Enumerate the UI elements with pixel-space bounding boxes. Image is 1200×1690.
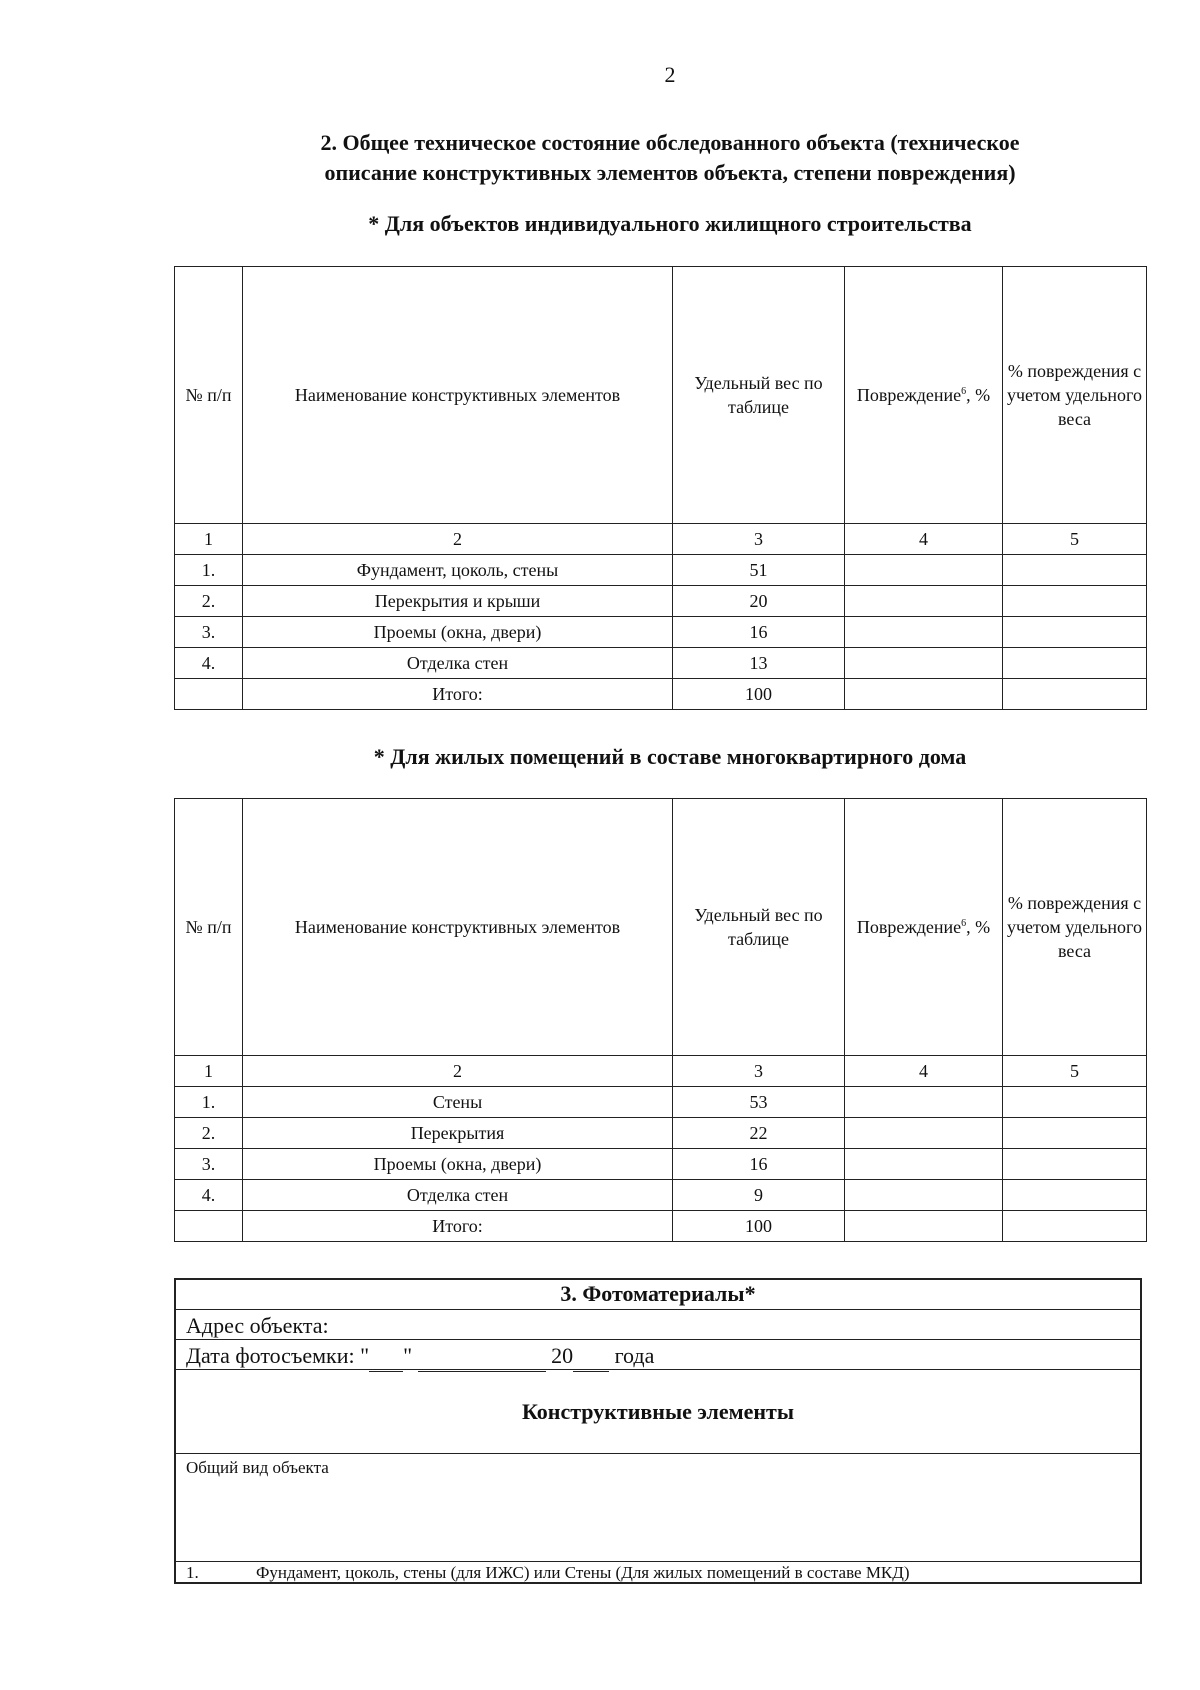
- colnum-cell: 1: [175, 1056, 243, 1087]
- header-weight: Удельный вес по таблице: [673, 267, 845, 524]
- row-num: 3.: [175, 617, 243, 648]
- section-2-title-line-2: описание конструктивных элементов объекта, степени повреждения): [324, 160, 1016, 185]
- row-name: Перекрытия: [243, 1118, 673, 1149]
- table-row: [175, 1118, 1147, 1149]
- year-blank[interactable]: [573, 1349, 609, 1372]
- total-row: [175, 679, 1147, 710]
- header-name: Наименование конструктивных элементов: [243, 799, 673, 1056]
- row-damage-input[interactable]: [845, 1180, 1003, 1211]
- row-weight: 16: [673, 617, 845, 648]
- row-weight: 51: [673, 555, 845, 586]
- row-damage-input[interactable]: [845, 617, 1003, 648]
- row-weighted-input[interactable]: [1003, 1087, 1147, 1118]
- row-num: 2.: [175, 586, 243, 617]
- row-weight: 20: [673, 586, 845, 617]
- row-damage-input[interactable]: [845, 1087, 1003, 1118]
- row-weight: 16: [673, 1149, 845, 1180]
- total-label: Итого:: [243, 679, 673, 710]
- row-weighted-input[interactable]: [1003, 617, 1147, 648]
- row-weight: 22: [673, 1118, 845, 1149]
- month-blank[interactable]: [418, 1349, 546, 1372]
- colnum-cell: 2: [243, 1056, 673, 1087]
- total-row: [175, 1211, 1147, 1242]
- row-weighted-input[interactable]: [1003, 1149, 1147, 1180]
- photo-date-label: Дата фотосъемки:: [186, 1343, 355, 1368]
- total-weight: 100: [673, 1211, 845, 1242]
- row-num: 1.: [175, 555, 243, 586]
- date-year-prefix: 20: [551, 1343, 574, 1368]
- row-damage-input[interactable]: [845, 1118, 1003, 1149]
- header-damage-label: Повреждение: [856, 917, 962, 937]
- row-num: 3.: [175, 1149, 243, 1180]
- row-damage-input[interactable]: [845, 1149, 1003, 1180]
- row-num: 1.: [175, 1087, 243, 1118]
- colnum-cell: 5: [1003, 1056, 1147, 1087]
- row-name: Проемы (окна, двери): [243, 1149, 673, 1180]
- structural-elements-title: Конструктивные элементы: [176, 1370, 1140, 1454]
- table-row: [175, 555, 1147, 586]
- header-weight: Удельный вес по таблице: [673, 799, 845, 1056]
- colnum-cell: 4: [845, 1056, 1003, 1087]
- column-number-row: [175, 1056, 1147, 1087]
- footnote-ref: 6: [961, 386, 967, 397]
- izhs-table: [174, 266, 1147, 710]
- row-damage-input[interactable]: [845, 648, 1003, 679]
- header-weighted-damage: % повреждения с учетом удельного веса: [1003, 267, 1147, 524]
- row-name: Проемы (окна, двери): [243, 617, 673, 648]
- table-row: [175, 1180, 1147, 1211]
- row-weighted-input[interactable]: [1003, 586, 1147, 617]
- colnum-cell: 4: [845, 524, 1003, 555]
- header-num: № п/п: [175, 267, 243, 524]
- table-row: [175, 586, 1147, 617]
- general-view-label: Общий вид объекта: [186, 1458, 329, 1477]
- row-weight: 53: [673, 1087, 845, 1118]
- general-view-cell[interactable]: [176, 1454, 1140, 1562]
- row-weight: 13: [673, 648, 845, 679]
- izhs-subtitle: * Для объектов индивидуального жилищного строительства: [368, 211, 972, 236]
- first-element-row: [176, 1562, 1140, 1584]
- row-name: Фундамент, цоколь, стены: [243, 555, 673, 586]
- mkd-subtitle: * Для жилых помещений в составе многоквартирного дома: [373, 744, 967, 769]
- total-weight: 100: [673, 679, 845, 710]
- page-number: 2: [664, 62, 676, 87]
- colnum-cell: 1: [175, 524, 243, 555]
- total-damage-input[interactable]: [845, 1211, 1003, 1242]
- date-suffix: года: [614, 1343, 655, 1368]
- photo-materials-title: 3. Фотоматериалы*: [176, 1280, 1140, 1310]
- section-2-title-line-1: 2. Общее техническое состояние обследованного объекта (техническое: [320, 130, 1020, 155]
- colnum-cell: 3: [673, 1056, 845, 1087]
- colnum-cell: 3: [673, 524, 845, 555]
- header-damage-label: Повреждение: [856, 385, 962, 405]
- first-element-num: 1.: [186, 1563, 199, 1582]
- row-num: 2.: [175, 1118, 243, 1149]
- object-address-field[interactable]: [176, 1310, 1140, 1340]
- colnum-cell: 2: [243, 524, 673, 555]
- table-row: [175, 1149, 1147, 1180]
- header-damage-unit: , %: [966, 917, 991, 937]
- header-damage: [845, 799, 1003, 1056]
- header-damage-unit: , %: [966, 385, 991, 405]
- total-damage-input[interactable]: [845, 679, 1003, 710]
- row-weight: 9: [673, 1180, 845, 1211]
- date-quote-close: ": [403, 1343, 413, 1368]
- row-weighted-input[interactable]: [1003, 555, 1147, 586]
- header-name: Наименование конструктивных элементов: [243, 267, 673, 524]
- row-name: Отделка стен: [243, 1180, 673, 1211]
- total-weighted-input[interactable]: [1003, 679, 1147, 710]
- footnote-ref: 6: [961, 918, 967, 929]
- first-element-text: Фундамент, цоколь, стены (для ИЖС) или Стены (Для жилых помещений в составе МКД): [256, 1563, 910, 1582]
- row-weighted-input[interactable]: [1003, 1180, 1147, 1211]
- column-number-row: [175, 524, 1147, 555]
- table-row: [175, 617, 1147, 648]
- row-name: Отделка стен: [243, 648, 673, 679]
- day-blank[interactable]: [369, 1349, 403, 1372]
- photo-materials-box: [174, 1278, 1142, 1584]
- photo-date-field[interactable]: [176, 1340, 1140, 1370]
- table-row: [175, 648, 1147, 679]
- header-weighted-damage: % повреждения с учетом удельного веса: [1003, 799, 1147, 1056]
- header-num: № п/п: [175, 799, 243, 1056]
- object-address-label: Адрес объекта:: [186, 1313, 329, 1338]
- row-weighted-input[interactable]: [1003, 648, 1147, 679]
- row-num: 4.: [175, 1180, 243, 1211]
- row-damage-input[interactable]: [845, 586, 1003, 617]
- header-row: [175, 267, 1147, 524]
- row-num: 4.: [175, 648, 243, 679]
- mkd-table: [174, 798, 1147, 1242]
- total-weighted-input[interactable]: [1003, 1211, 1147, 1242]
- table-row: [175, 1087, 1147, 1118]
- total-label: Итого:: [243, 1211, 673, 1242]
- total-num: [175, 1211, 243, 1242]
- header-row: [175, 799, 1147, 1056]
- colnum-cell: 5: [1003, 524, 1147, 555]
- row-name: Стены: [243, 1087, 673, 1118]
- row-name: Перекрытия и крыши: [243, 586, 673, 617]
- header-damage: [845, 267, 1003, 524]
- row-damage-input[interactable]: [845, 555, 1003, 586]
- total-num: [175, 679, 243, 710]
- section-2-title: [160, 128, 1180, 188]
- row-weighted-input[interactable]: [1003, 1118, 1147, 1149]
- date-quote-open: ": [360, 1343, 370, 1368]
